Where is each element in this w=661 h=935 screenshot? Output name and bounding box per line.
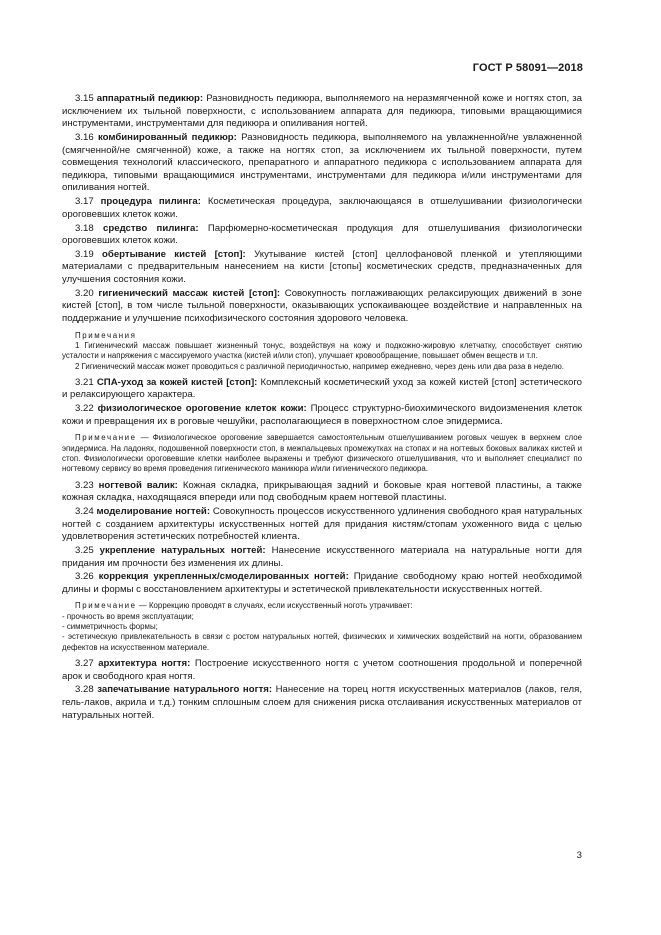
definition-3-24	[62, 506, 582, 544]
def-number: 3.18	[75, 222, 94, 234]
def-text: Придание свободному краю ногтей необходимой длины и формы с восстановлением архитектуры и эстетической привлекательности искусственных ногтей.	[62, 571, 582, 595]
def-text: Разновидность педикюра, выполняемого на увлажненной/не увлажненной (смягченной/не смягченной) коже, а также на ногтях стоп, за исключением их тыльной поверхности, путем совмещения технологий классического, препаратного и аппаратного педикюра с использованием аппарата для педикюра, типовыми вращающимися инструментами, инструментами для педикюра и/или инструментами для опиливания ногтей.	[62, 131, 582, 194]
note-text	[62, 433, 582, 474]
note-list-item: - симметричность формы;	[62, 622, 158, 632]
note-body: — Физиологическое ороговение завершается самостоятельным отшелушиванием роговых чешуек в верхнем слое эпидермиса. На ладонях, подошвенной поверхности стоп, в межпальцевых промежутках на стопах и на ногтевых боковых валиках кистей и стоп. Физиологически ороговевшие клетки наиболее выражены и требуют физического отшелушивания, что и выполняет специалист по ногтевому сервису во время проведения гигиенического маникюра и/или гигиенического педикюра.	[62, 433, 582, 474]
definition-3-20	[62, 288, 582, 326]
notes-title: Примечания	[75, 330, 137, 340]
def-text: Нанесение искусственного материала на натуральные ногти для придания им прочности без изменения их длины.	[62, 544, 583, 569]
definition-3-19	[62, 249, 582, 287]
definition-3-21	[62, 377, 582, 402]
def-number: 3.28	[75, 684, 94, 696]
def-number: 3.26	[75, 571, 94, 583]
note-item: 1 Гигиенический массаж повышает жизненный тонус, воздействуя на кожу и подкожно-жировую клетчатку, способствует снятию усталости и напряжения с массируемого участка (кистей и/или стоп), улучшает кровообращение, повышает обмен веществ и т.п.	[62, 340, 582, 361]
def-text: Укутывание кистей [стоп] целлофановой пленкой и утепляющими материалами с предварительным нанесением на кисти [стопы] косметических средств, предназначенных для улучшения состояния кожи.	[62, 248, 583, 286]
def-term: средство пилинга:	[103, 222, 199, 234]
def-number: 3.22	[75, 403, 94, 415]
def-term: обертывание кистей [стоп]:	[102, 248, 246, 260]
def-number: 3.27	[75, 657, 94, 669]
def-term: ногтевой валик:	[98, 479, 178, 491]
def-text: Парфюмерно-косметическая продукция для отшелушивания физиологически ороговевших клеток кожи.	[62, 222, 582, 247]
definition-3-16	[62, 132, 582, 195]
note-item: 2 Гигиенический массаж может проводиться с различной периодичностью, например ежедневно, через день или два раза в неделю.	[75, 361, 564, 371]
note-body: — Коррекцию проводят в случаях, если искусственный ноготь утрачивает:	[136, 601, 413, 611]
def-term: гигиенический массаж кистей [стоп]:	[98, 287, 281, 299]
definition-3-17	[62, 196, 582, 221]
def-text: Совокупность поглаживающих релаксирующих движений в зоне кистей [стоп], в том числе тыльной поверхности, оказывающих успокаивающее воздействие и направленных на поддержание и улучшение психофизического состояния здорового человека.	[62, 287, 582, 325]
document-body	[62, 93, 582, 722]
def-number: 3.25	[75, 544, 94, 556]
definition-3-18	[62, 223, 582, 248]
definition-3-27	[62, 658, 582, 683]
def-number: 3.20	[75, 287, 94, 299]
definition-3-26	[62, 571, 582, 596]
def-term: СПА-уход за кожей кистей [стоп]:	[96, 376, 258, 388]
note-label: Примечание	[75, 601, 137, 611]
document-code: ГОСТ Р 58091—2018	[472, 62, 583, 74]
definition-3-28	[62, 684, 582, 722]
def-term: коррекция укрепленных/смоделированных ногтей:	[98, 571, 349, 583]
definition-3-22	[62, 403, 582, 428]
note-list-item: - прочность во время эксплуатации;	[62, 611, 194, 621]
def-number: 3.23	[75, 479, 94, 491]
def-number: 3.19	[75, 248, 94, 260]
note-keratinization	[62, 433, 582, 474]
def-text: Процесс структурно-биохимического видоизменения клеток кожи и превращения их в роговые чешуйки, располагающиеся в поверхностном слое эпидермиса.	[62, 403, 582, 427]
definition-3-25	[62, 545, 582, 570]
def-text: Комплексный косметический уход за кожей кистей [стоп] эстетического и релаксирующего характера.	[62, 376, 582, 401]
def-text: Совокупность процессов искусственного удлинения свободного края натуральных ногтей с созданием архитектуры искусственных ногтей для придания кистям/стопам ухоженного вида с целью удовлетворения эстетических потребностей клиента.	[62, 505, 583, 543]
def-term: моделирование ногтей:	[96, 505, 211, 517]
def-number: 3.17	[75, 196, 94, 208]
def-text: Кожная складка, прикрывающая задний и боковые края ногтевой пластины, а также кожная складка, находящаяся впереди или под свободным краем ногтевой пластины.	[62, 479, 582, 504]
def-number: 3.15	[75, 93, 94, 104]
definition-3-23	[62, 480, 582, 505]
note-correction	[62, 601, 582, 652]
def-term: комбинированный педикюр:	[97, 131, 237, 143]
def-term: аппаратный педикюр:	[96, 93, 204, 104]
note-list-item: - эстетическую привлекательность в связи с ростом натуральных ногтей, физических и химических воздействий на ногти, образованием дефектов на искусственном материале.	[62, 632, 582, 652]
def-text: Косметическая процедура, заключающаяся в отшелушивании физиологически ороговевших клеток кожи.	[62, 196, 582, 220]
def-number: 3.21	[75, 376, 94, 388]
note-label: Примечание	[75, 433, 137, 443]
def-number: 3.24	[75, 505, 94, 517]
def-term: процедура пилинга:	[100, 196, 201, 208]
def-term: запечатывание натурального ногтя:	[97, 684, 273, 696]
def-text: Нанесение на торец ногтя искусственных материалов (лаков, геля, гель-лаков, акрила и т.д.) тонким сплошным слоем для снижения риска отслаивания искусственных материалов от натуральных ногтей.	[62, 684, 582, 721]
definition-3-15	[62, 93, 582, 131]
note-text	[62, 601, 582, 611]
def-term: укрепление натуральных ногтей:	[99, 544, 266, 556]
notes-massage	[62, 331, 582, 372]
def-term: архитектура ногтя:	[98, 657, 191, 669]
page-number: 3	[576, 850, 582, 861]
def-text: Разновидность педикюра, выполняемого на неразмягченной коже и ногтях стоп, за исключением их тыльной поверхности, с использованием аппарата для педикюра, типовыми вращающимися инструментами, инструментами для педикюра и опиливания ногтей.	[62, 93, 582, 130]
def-number: 3.16	[75, 131, 94, 143]
def-text: Построение искусственного ногтя с учетом соотношения продольной и поперечной арок и свободного края ногтя.	[62, 657, 582, 682]
def-term: физиологическое ороговение клеток кожи:	[97, 403, 307, 415]
